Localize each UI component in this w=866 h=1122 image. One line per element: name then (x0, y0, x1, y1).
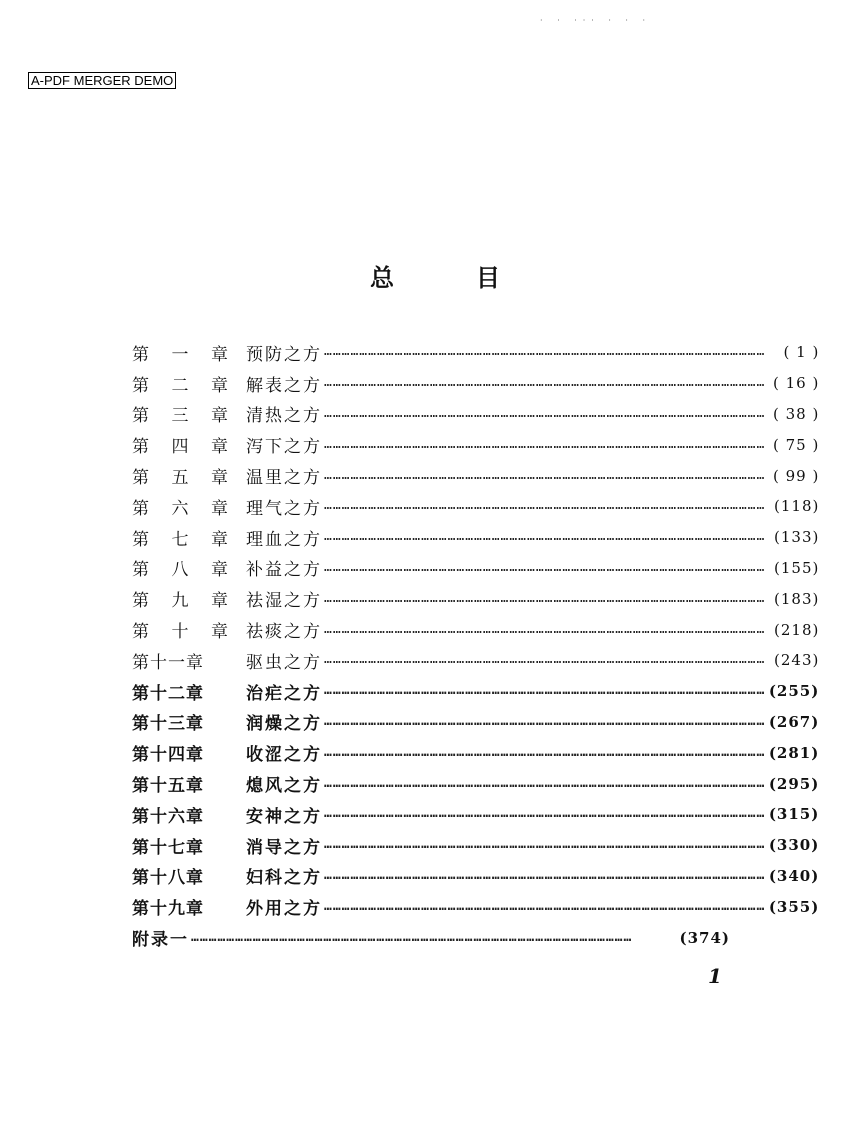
dot-leader: …………………………………………………………………………………………………………………………………… (324, 467, 766, 483)
chapter-title: 祛湿之方 (246, 591, 322, 612)
chapter-number: 第 三 章 (132, 406, 228, 427)
chapter-title: 解表之方 (246, 375, 322, 396)
page-ref: (155) (774, 558, 820, 577)
chapter-number: 第 六 章 (132, 498, 228, 519)
toc-row-2[interactable] (132, 368, 820, 399)
scan-artifact: · · ··· · · · (540, 16, 652, 25)
chapter-number: 第十六章 (132, 806, 204, 827)
dot-leader: …………………………………………………………………………………………………………………………………… (191, 929, 633, 945)
toc-row-18[interactable] (132, 861, 820, 892)
toc-row-8[interactable] (132, 553, 820, 584)
chapter-title: 收涩之方 (246, 745, 322, 766)
chapter-title: 熄风之方 (246, 776, 322, 797)
chapter-title: 消导之方 (246, 837, 322, 858)
dot-leader: …………………………………………………………………………………………………………………………………… (324, 775, 766, 791)
page-ref: ( 99 ) (773, 466, 820, 485)
dot-leader: …………………………………………………………………………………………………………………………………… (324, 806, 766, 822)
page-ref: ( 1 ) (783, 343, 820, 362)
dot-leader: …………………………………………………………………………………………………………………………………… (324, 837, 766, 853)
chapter-number: 第 十 章 (132, 622, 228, 643)
page-ref: (355) (768, 897, 820, 916)
page-ref: (133) (774, 528, 820, 547)
toc-row-6[interactable] (132, 491, 820, 522)
dot-leader: …………………………………………………………………………………………………………………………………… (324, 529, 766, 545)
page-ref: (255) (768, 682, 820, 701)
chapter-title: 润燥之方 (246, 714, 322, 735)
toc-row-14[interactable] (132, 737, 820, 768)
toc-row-11[interactable] (132, 645, 820, 676)
page-ref: (183) (774, 589, 820, 608)
chapter-title: 温里之方 (246, 468, 322, 489)
chapter-title: 外用之方 (246, 899, 322, 920)
chapter-title: 驱虫之方 (246, 652, 322, 673)
toc-row-16[interactable] (132, 799, 820, 830)
toc-row-15[interactable] (132, 768, 820, 799)
chapter-title: 妇科之方 (246, 868, 322, 889)
page-number: 1 (708, 964, 722, 988)
chapter-number: 第十八章 (132, 868, 204, 889)
chapter-number: 第十七章 (132, 837, 204, 858)
chapter-number: 第 一 章 (132, 344, 228, 365)
dot-leader: …………………………………………………………………………………………………………………………………… (324, 436, 766, 452)
dot-leader: …………………………………………………………………………………………………………………………………… (324, 713, 766, 729)
chapter-title: 清热之方 (246, 406, 322, 427)
dot-leader: …………………………………………………………………………………………………………………………………… (324, 652, 766, 668)
chapter-title: 安神之方 (246, 806, 322, 827)
toc-row-17[interactable] (132, 830, 820, 861)
toc-row-13[interactable] (132, 707, 820, 738)
page-ref: ( 16 ) (773, 374, 820, 393)
dot-leader: …………………………………………………………………………………………………………………………………… (324, 344, 766, 360)
chapter-number: 第 四 章 (132, 437, 228, 458)
chapter-number: 第十九章 (132, 899, 204, 920)
dot-leader: …………………………………………………………………………………………………………………………………… (324, 744, 766, 760)
dot-leader: …………………………………………………………………………………………………………………………………… (324, 683, 766, 699)
page-ref: (315) (768, 805, 820, 824)
table-of-contents (132, 337, 820, 953)
toc-row-12[interactable] (132, 676, 820, 707)
toc-row-1[interactable] (132, 337, 820, 368)
toc-row-19[interactable] (132, 891, 820, 922)
chapter-number: 第 二 章 (132, 375, 228, 396)
chapter-title: 祛痰之方 (246, 622, 322, 643)
chapter-title: 补益之方 (246, 560, 322, 581)
chapter-title: 泻下之方 (246, 437, 322, 458)
page-ref: (295) (768, 774, 820, 793)
chapter-number: 第十一章 (132, 652, 204, 673)
chapter-title: 预防之方 (246, 344, 322, 365)
chapter-number: 第 八 章 (132, 560, 228, 581)
chapter-title: 理气之方 (246, 498, 322, 519)
page-ref: (330) (768, 836, 820, 855)
page-ref: (243) (774, 651, 820, 670)
dot-leader: …………………………………………………………………………………………………………………………………… (324, 375, 766, 391)
page-ref: (374) (679, 928, 730, 947)
page-ref: ( 75 ) (773, 435, 820, 454)
chapter-title: 理血之方 (246, 529, 322, 550)
page-ref: (267) (768, 712, 820, 731)
dot-leader: …………………………………………………………………………………………………………………………………… (324, 498, 766, 514)
page-ref: (218) (774, 620, 820, 639)
dot-leader: …………………………………………………………………………………………………………………………………… (324, 405, 766, 421)
chapter-number: 第十五章 (132, 776, 204, 797)
appendix-title: 附录一 (132, 930, 189, 951)
title-char-1: 总 (370, 263, 394, 292)
page-ref: (118) (774, 497, 820, 516)
dot-leader: …………………………………………………………………………………………………………………………………… (324, 867, 766, 883)
dot-leader: …………………………………………………………………………………………………………………………………… (324, 590, 766, 606)
chapter-number: 第十三章 (132, 714, 204, 735)
toc-row-appendix[interactable] (132, 922, 730, 953)
toc-row-3[interactable] (132, 399, 820, 430)
chapter-number: 第十二章 (132, 683, 204, 704)
chapter-number: 第十四章 (132, 745, 204, 766)
page-ref: (281) (768, 743, 820, 762)
title-char-2: 目 (476, 263, 500, 292)
chapter-number: 第 七 章 (132, 529, 228, 550)
toc-row-4[interactable] (132, 429, 820, 460)
watermark-label: A-PDF MERGER DEMO (28, 72, 176, 89)
page-ref: (340) (768, 866, 820, 885)
dot-leader: …………………………………………………………………………………………………………………………………… (324, 559, 766, 575)
chapter-number: 第 九 章 (132, 591, 228, 612)
toc-row-9[interactable] (132, 583, 820, 614)
dot-leader: …………………………………………………………………………………………………………………………………… (324, 898, 766, 914)
chapter-number: 第 五 章 (132, 468, 228, 489)
toc-row-5[interactable] (132, 460, 820, 491)
chapter-title: 治疟之方 (246, 683, 322, 704)
dot-leader: …………………………………………………………………………………………………………………………………… (324, 621, 766, 637)
page-ref: ( 38 ) (773, 404, 820, 423)
toc-row-7[interactable] (132, 522, 820, 553)
toc-row-10[interactable] (132, 614, 820, 645)
page-title (370, 258, 500, 292)
